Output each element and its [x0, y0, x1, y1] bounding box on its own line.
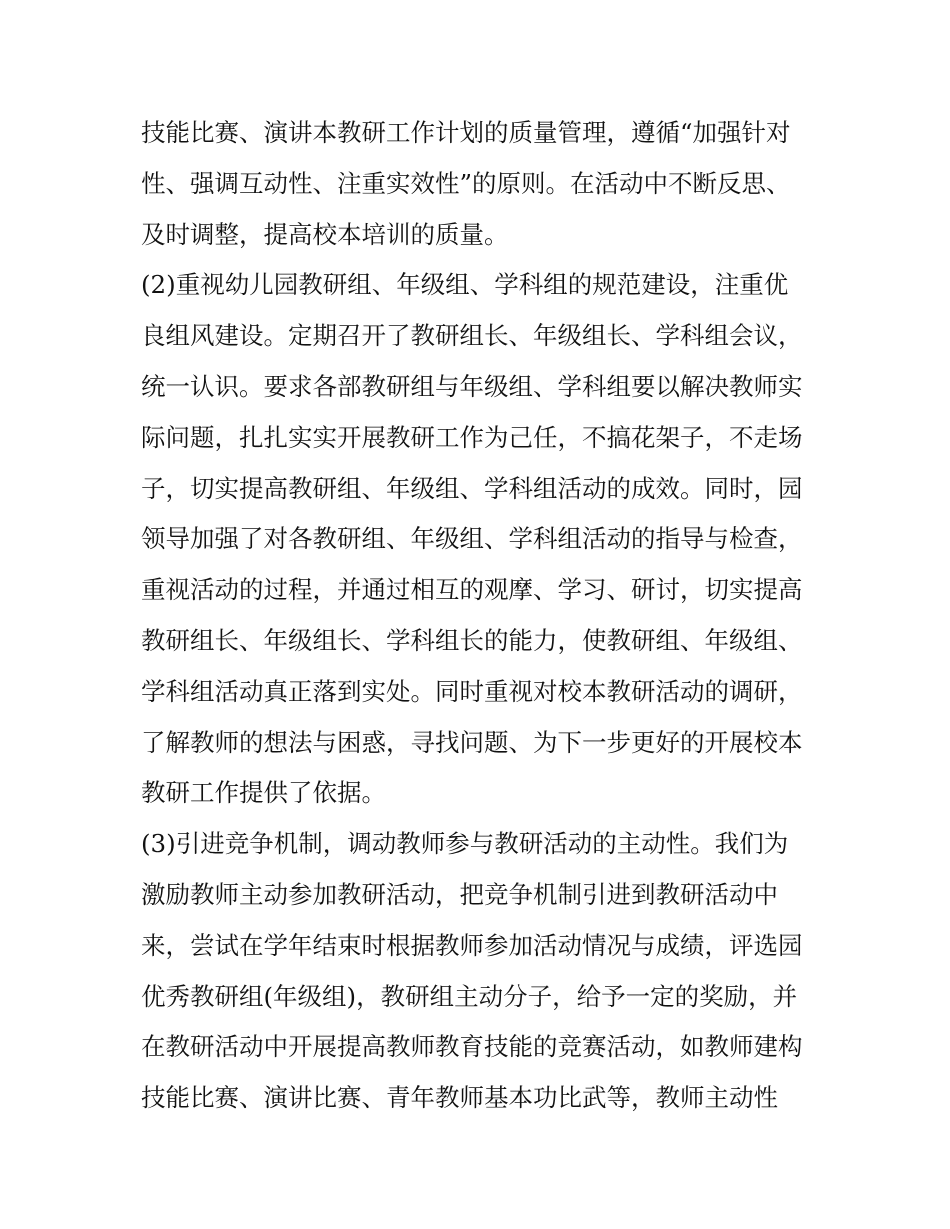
text-line: 在教研活动中开展提高教师教育技能的竞赛活动，如教师建构 [141, 1032, 803, 1062]
text-line: 领导加强了对各教研组、年级组、学科组活动的指导与检查， [141, 524, 803, 554]
text-line: 技能比赛、演讲本教研工作计划的质量管理，遵循“加强针对 [141, 118, 791, 147]
text-line: 激励教师主动参加教研活动，把竞争机制引进到教研活动中 [141, 879, 778, 909]
text-line: 学科组活动真正落到实处。同时重视对校本教研活动的调研， [141, 676, 803, 706]
text-line: 子，切实提高教研组、年级组、学科组活动的成效。同时，园 [141, 473, 803, 503]
text-line: 教研工作提供了依据。 [141, 778, 386, 808]
text-line: 统一认识。要求各部教研组与年级组、学科组要以解决教师实 [141, 371, 803, 401]
text-line: (2)重视幼儿园教研组、年级组、学科组的规范建设，注重优 [141, 270, 789, 300]
text-line: 良组风建设。定期召开了教研组长、年级组长、学科组会议， [141, 321, 803, 351]
text-line: 技能比赛、演讲比赛、青年教师基本功比武等，教师主动性 [141, 1083, 778, 1113]
text-line: 优秀教研组(年级组)，教研组主动分子，给予一定的奖励，并 [141, 981, 798, 1011]
text-line: 教研组长、年级组长、学科组长的能力，使教研组、年级组、 [141, 625, 803, 655]
text-line: (3)引进竞争机制，调动教师参与教研活动的主动性。我们为 [141, 829, 789, 859]
body-text [141, 108, 821, 1124]
text-line: 性、强调互动性、注重实效性”的原则。在活动中不断反思、 [141, 168, 791, 198]
text-line: 重视活动的过程，并通过相互的观摩、学习、研讨，切实提高 [141, 575, 803, 605]
text-line: 际问题，扎扎实实开展教研工作为己任，不搞花架子，不走场 [141, 422, 803, 452]
text-line: 了解教师的想法与困惑，寻找问题、为下一步更好的开展校本 [141, 727, 803, 757]
text-line: 来，尝试在学年结束时根据教师参加活动情况与成绩，评选园 [141, 930, 803, 960]
text-line: 及时调整，提高校本培训的质量。 [141, 219, 509, 249]
